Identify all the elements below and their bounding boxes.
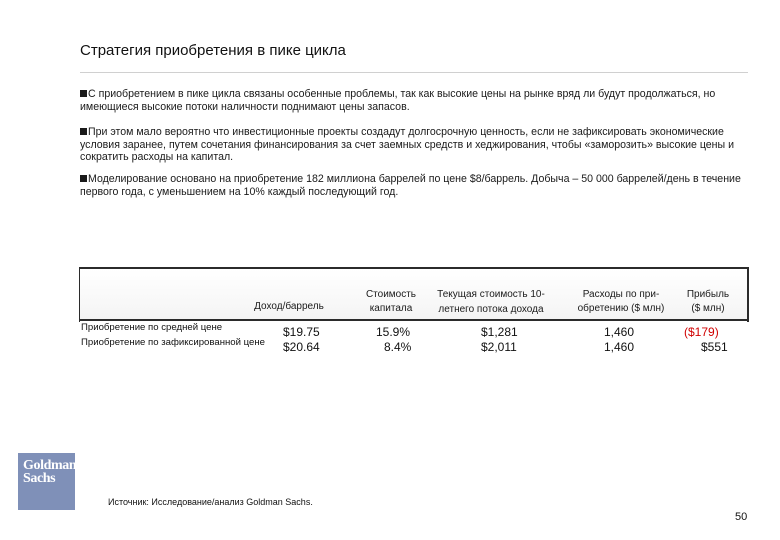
header-acq-line1: Расходы по при-: [582, 289, 660, 300]
bullet-1: [80, 88, 742, 113]
bullet-3-text: Моделирование основано на приобретение 182 миллиона баррелей по цене $8/баррель. Добыча – 50 000 баррелей/день в течение первого года, с уменьшением на 10% каждый последующий год.: [80, 173, 741, 198]
bullet-2-text: При этом мало вероятно что инвестиционные проекты создадут долгосрочную ценность, если не зафиксировать экономические условия заранее, путем сочетания финансирования за счет заемных средств и хеджирования, чтобы «заморозить» высокие цены и сократить расходы на капитал.: [80, 126, 735, 163]
header-pv-line2: летнего потока дохода: [438, 304, 544, 315]
row-2-label: Приобретение по зафиксированной цене: [81, 337, 266, 348]
table-border-bottom: [79, 319, 749, 321]
row-2-pv: $2,011: [481, 340, 517, 354]
bullet-square-icon: [80, 90, 87, 97]
header-acq-line2: обретению ($ млн): [577, 303, 665, 314]
row-1-cost-capital: 15.9%: [376, 325, 411, 339]
logo-line-1: Goldman: [23, 458, 77, 473]
header-profit-line2: ($ млн): [691, 303, 725, 314]
logo-line-2: Sachs: [23, 471, 56, 486]
row-2-profit: $551: [701, 340, 728, 354]
bullet-1-text: С приобретением в пике цикла связаны особенные проблемы, так как высокие цены на рынке вряд ли будут продолжаться, но имеющиеся высокие потоки наличности поднимают цены запасов.: [80, 88, 716, 113]
bullet-square-icon: [80, 128, 87, 135]
row-1-income: $19.75: [283, 325, 320, 339]
header-profit-line1: Прибыль: [686, 289, 730, 300]
table-border-right: [747, 269, 749, 322]
bullet-2: [80, 126, 742, 164]
table-border-left: [79, 269, 80, 322]
header-cost-capital-line1: Стоимость: [365, 289, 417, 300]
row-1-pv: $1,281: [481, 325, 518, 339]
header-cost-capital-line2: капитала: [369, 303, 413, 314]
bullet-square-icon: [80, 175, 87, 182]
row-2-income: $20.64: [283, 340, 320, 354]
title-divider: [80, 72, 748, 73]
header-income: Доход/баррель: [254, 301, 324, 312]
row-2-acq: 1,460: [604, 340, 635, 354]
row-1-profit: ($179): [684, 325, 719, 339]
source-note: Источник: Исследование/анализ Goldman Sachs.: [108, 497, 313, 507]
row-1-label: Приобретение по средней цене: [81, 322, 223, 333]
row-2-cost-capital: 8.4%: [384, 340, 412, 354]
row-1-acq: 1,460: [604, 325, 635, 339]
header-pv-line1: Текущая стоимость 10-: [437, 289, 545, 300]
page-number: 50: [735, 511, 748, 523]
slide-title: Стратегия приобретения в пике цикла: [80, 42, 346, 59]
goldman-sachs-logo: [18, 453, 75, 510]
bullet-3: [80, 173, 742, 198]
